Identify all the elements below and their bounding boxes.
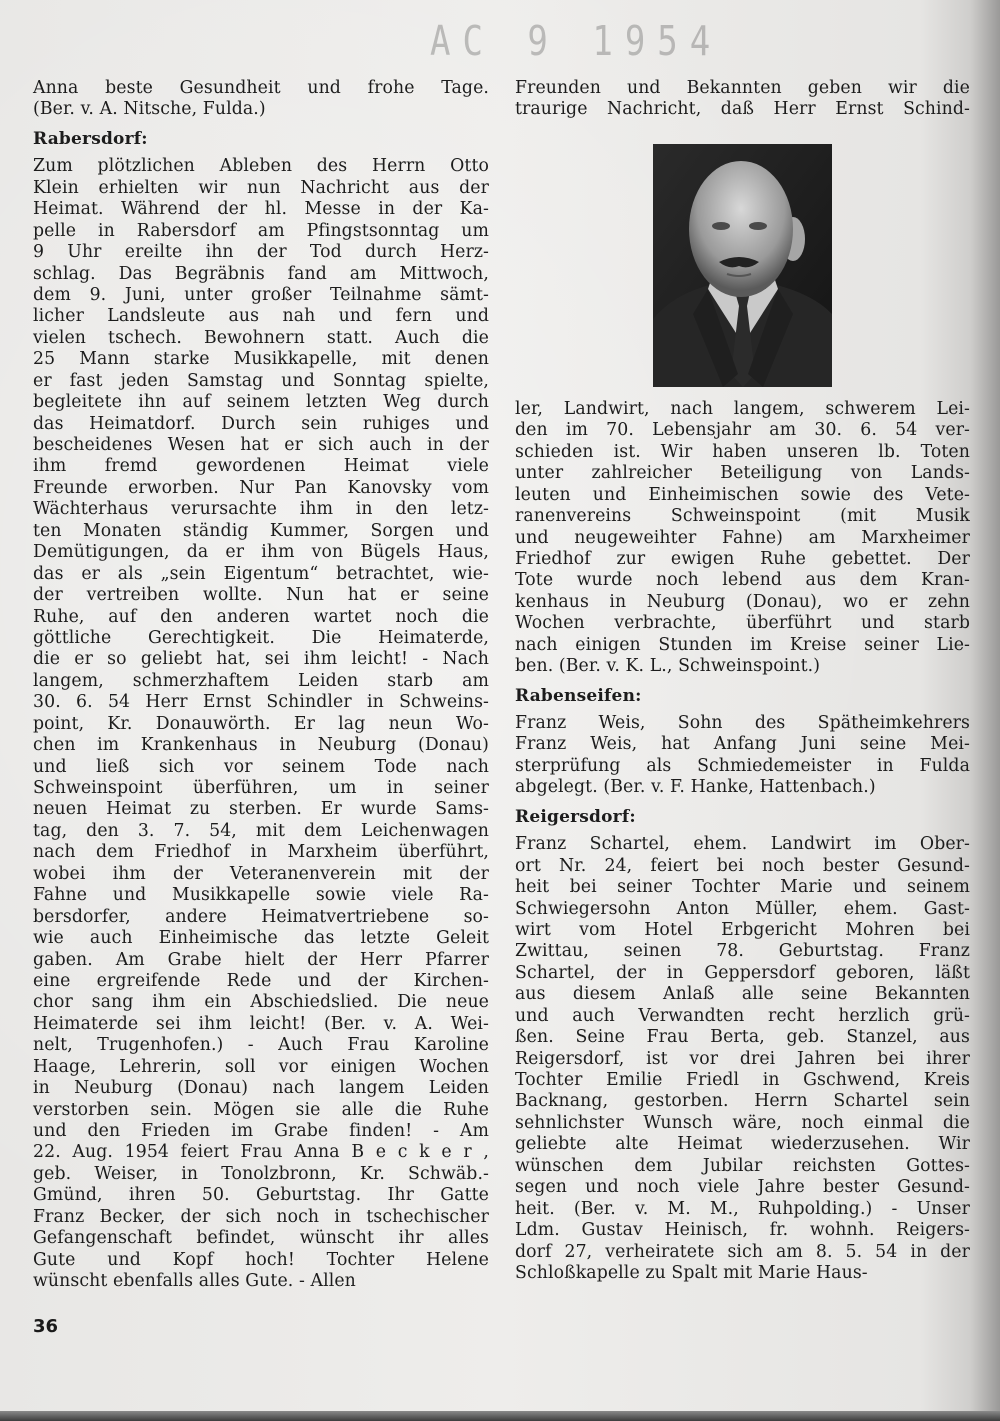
section-heading: Rabenseifen: (515, 685, 642, 706)
section-body (515, 713, 970, 799)
text-line: Zwittau, seinen 78. Geburtstag. Franz (515, 941, 970, 962)
text-line: bescheidenes Wesen hat er sich auch in der (33, 435, 489, 455)
text-line: wünschen dem Jubilar reichsten Gottes- (515, 1155, 970, 1176)
text-line: er fast jeden Samstag und Sonntag spielte, (33, 370, 489, 391)
text-line: 30. 6. 54 Herr Ernst Schindler in Schweins- (33, 692, 489, 713)
text-line: Demütigungen, da er ihm von Bügels Haus, (33, 542, 489, 563)
text-line: ler, Landwirt, nach langem, schwerem Lei- (515, 398, 970, 419)
text-line: vielen tschech. Bewohnern statt. Auch die (33, 327, 489, 348)
page-number: 36 (33, 1316, 59, 1337)
obituary-continuation (515, 399, 970, 678)
text-line: Zum plötzlichen Ableben des Herrn Otto (33, 156, 489, 177)
text-line: leuten und Einheimischen sowie des Vete- (515, 484, 970, 505)
text-line: den im 70. Lebensjahr am 30. 6. 54 ver- (515, 420, 970, 441)
text-line: gaben. Am Grabe hielt der Herr Pfarrer (33, 949, 489, 970)
text-line: Freunde erworben. Nur Pan Kanovsky vom (33, 477, 489, 498)
text-line: 22. Aug. 1954 feiert Frau Anna B e c k e r , (33, 1142, 489, 1163)
text-line: heit bei seiner Tochter Marie und seinem (515, 877, 970, 898)
text-line: begleitete ihn auf seinem letzten Weg durch (33, 392, 489, 413)
text-line: abgelegt. (Ber. v. F. Hanke, Hattenbach.) (515, 777, 876, 798)
section-rabersdorf (33, 129, 489, 1293)
text-line: Schwiegersohn Anton Müller, ehem. Gast- (515, 898, 970, 919)
text-line: Franz Weis, Sohn des Spätheimkehrers (515, 713, 970, 733)
text-line: Schloßkapelle zu Spalt mit Marie Haus- (515, 1262, 868, 1283)
text-line: eine ergreifende Rede und der Kirchen- (33, 970, 489, 991)
text-line: aus diesem Anlaß alle seine Bekannten (515, 984, 970, 1005)
section-body (33, 156, 489, 1292)
text-line: ßen. Seine Frau Berta, geb. Stanzel, aus (515, 1027, 970, 1048)
text-line: Tote wurde noch lebend aus dem Kran- (515, 570, 970, 591)
text-line: traurige Nachricht, daß Herr Ernst Schind- (515, 99, 970, 120)
text-line: segen und noch viele Jahre bester Gesund- (515, 1177, 970, 1198)
text-line: Fahne und Musikkapelle sowie viele Ra- (33, 885, 489, 906)
text-line: dorf 27, verheiratete sich am 8. 5. 54 in der (515, 1241, 970, 1262)
text-line: ort Nr. 24, feiert bei noch bester Gesund- (515, 855, 970, 876)
text-line: kenhaus in Neuburg (Donau), wo er zehn (515, 591, 970, 612)
text-line: Klein erhielten wir nun Nachricht aus der (33, 177, 489, 198)
text-line: nelt, Trugenhofen.) - Auch Frau Karoline (33, 1035, 489, 1056)
text-line: Gefangenschaft befindet, wünscht ihr alles (33, 1228, 489, 1249)
text-line: tag, den 3. 7. 54, mit dem Leichenwagen (33, 820, 489, 841)
text-line: Franz Schartel, ehem. Landwirt im Ober- (515, 834, 970, 855)
page-edge-shadow (0, 1411, 1000, 1421)
text-line: Heimaterde sei ihm leicht! (Ber. v. A. Wei- (33, 1013, 489, 1034)
text-line: Schweinspoint überführen, um in seiner (33, 778, 489, 798)
text-line: Gmünd, ihren 50. Geburtstag. Ihr Gatte (33, 1185, 489, 1206)
text-line: geliebte alte Heimat wiederzusehen. Wir (515, 1134, 970, 1155)
text-line: ihm fremd gewordenen Heimat viele (33, 456, 489, 477)
text-line: das er als „sein Eigentum“ betrachtet, wie- (33, 563, 489, 584)
text-line: ben. (Ber. v. K. L., Schweinspoint.) (515, 656, 821, 677)
section-heading: Rabersdorf: (33, 128, 148, 149)
text-line: Gute und Kopf hoch! Tochter Helene (33, 1249, 489, 1270)
text-line: das Heimatdorf. Durch sein ruhiges und (33, 413, 489, 434)
ink-stamp: AC 9 1954 (430, 18, 723, 66)
text-line: langem, schmerzhaftem Leiden starb am (33, 670, 489, 691)
text-line: in Neuburg (Donau) nach langem Leiden (33, 1078, 489, 1099)
text-line: sehnlichster Wunsch wäre, noch einmal die (515, 1112, 970, 1133)
text-line: Tochter Emilie Friedl in Gschwend, Kreis (515, 1070, 970, 1090)
text-line: point, Kr. Donauwörth. Er lag neun Wo- (33, 713, 489, 734)
text-line: nach dem Friedhof in Marxheim überführt, (33, 842, 489, 863)
section-body (515, 834, 970, 1284)
text-line: wünscht ebenfalls alles Gute. - Allen (33, 1271, 356, 1292)
text-line: 9 Uhr ereilte ihn der Tod durch Herz- (33, 242, 489, 263)
text-line: chen im Krankenhaus in Neuburg (Donau) (33, 735, 489, 756)
portrait-photo-icon (653, 144, 832, 387)
text-line: Haage, Lehrerin, soll vor einigen Wochen (33, 1056, 489, 1077)
text-line: Ruhe, auf den anderen wartet noch die (33, 606, 489, 627)
text-line: Franz Becker, der sich noch in tschechischer (33, 1206, 489, 1227)
text-line: neuen Heimat zu sterben. Er wurde Sams- (33, 799, 489, 820)
section-reigersdorf (515, 807, 970, 1285)
text-line: nach einigen Stunden im Kreise seiner Lie- (515, 634, 970, 655)
text-line: Schartel, der in Geppersdorf geboren, läßt (515, 962, 970, 983)
text-line: Wächterhaus verursachte ihm in den letz- (33, 499, 489, 520)
text-line: Friedhof zur ewigen Ruhe gebettet. Der (515, 548, 970, 569)
text-line: göttliche Gerechtigkeit. Die Heimaterde, (33, 627, 489, 648)
text-line: Backnang, gestorben. Herrn Schartel sein (515, 1091, 970, 1112)
text-line: (Ber. v. A. Nitsche, Fulda.) (33, 99, 266, 120)
text-line: bersdorfer, andere Heimatvertriebene so- (33, 906, 489, 927)
text-line: sterprüfung als Schmiedemeister in Fulda (515, 755, 970, 776)
text-line: wobei ihm der Veteranenverein mit der (33, 863, 489, 884)
text-line: und neugeweihter Fahne) am Marxheimer (515, 527, 970, 548)
section-rabenseifen (515, 686, 970, 799)
section-heading: Reigersdorf: (515, 806, 636, 827)
text-line: Franz Weis, hat Anfang Juni seine Mei- (515, 734, 970, 755)
portrait-photo (653, 144, 832, 387)
text-line: wirt vom Hotel Erbgericht Mohren bei (515, 919, 970, 940)
text-line: wie auch Einheimische das letzte Geleit (33, 928, 489, 949)
text-line: Freunden und Bekannten geben wir die (515, 78, 970, 98)
text-line: und ließ sich vor seinem Tode nach (33, 756, 489, 777)
text-line: schlag. Das Begräbnis fand am Mittwoch, (33, 263, 489, 284)
text-line: ten Monaten ständig Kummer, Sorgen und (33, 520, 489, 541)
left-column (33, 78, 489, 1293)
text-line: die er so geliebt hat, sei ihm leicht! - Nach (33, 649, 489, 670)
text-line: Wochen verbrachte, überführt und starb (515, 613, 970, 634)
text-line: geb. Weiser, in Tonolzbronn, Kr. Schwäb.- (33, 1163, 489, 1184)
text-line: Heimat. Während der hl. Messe in der Ka- (33, 199, 489, 220)
text-line: verstorben sein. Mögen sie alle die Ruhe (33, 1099, 489, 1120)
text-line: pelle in Rabersdorf am Pfingstsonntag um (33, 220, 489, 241)
text-line: Ldm. Gustav Heinisch, fr. wohnh. Reigers- (515, 1220, 970, 1241)
text-line: dem 9. Juni, unter großer Teilnahme sämt- (33, 284, 489, 305)
text-line: 25 Mann starke Musikkapelle, mit denen (33, 349, 489, 370)
text-line: der vertreiben wollte. Nun hat er seine (33, 585, 489, 606)
text-line: und den Frieden im Grabe finden! - Am (33, 1121, 489, 1141)
text-line: Anna beste Gesundheit und frohe Tage. (33, 78, 489, 98)
text-line: ranenvereins Schweinspoint (mit Musik (515, 506, 970, 527)
text-line: schieden ist. Wir haben unseren lb. Toten (515, 441, 970, 462)
text-line: chor sang ihm ein Abschiedslied. Die neue (33, 992, 489, 1013)
text-line: Reigersdorf, ist vor drei Jahren bei ihrer (515, 1048, 970, 1069)
text-line: und auch Verwandten recht herzlich grü- (515, 1005, 970, 1026)
text-line: licher Landsleute aus nah und fern und (33, 306, 489, 327)
text-line: heit. (Ber. v. M. M., Ruhpolding.) - Unser (515, 1198, 970, 1219)
text-line: unter zahlreicher Beteiligung von Lands- (515, 463, 970, 484)
